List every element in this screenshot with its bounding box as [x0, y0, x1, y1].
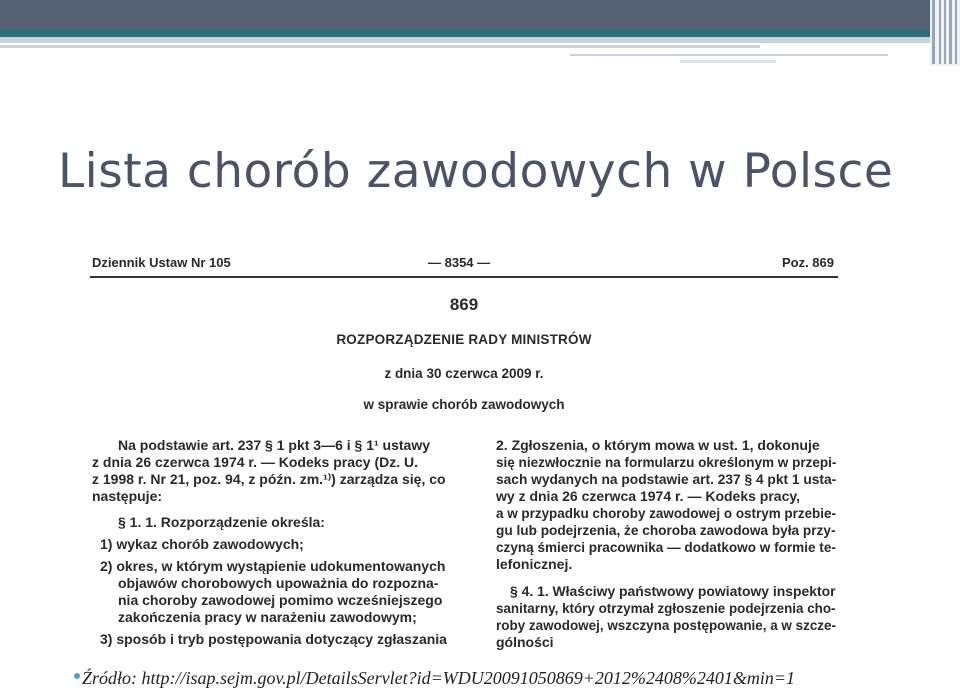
document-scan [90, 250, 838, 650]
right-line: lefonicznej. [496, 556, 573, 572]
left-line: objawów chorobowych upoważnia do rozpozna- [118, 575, 439, 591]
document-date: z dnia 30 czerwca 2009 r. [384, 366, 544, 381]
document-number: 869 [449, 295, 479, 314]
document-subject: w sprawie chorób zawodowych [363, 397, 565, 412]
right-line: się niezwłocznie na formularzu określonym w przepi- [496, 454, 837, 470]
slide-title: Lista chorób zawodowych w Polsce [58, 144, 894, 199]
left-line: Na podstawie art. 237 § 1 pkt 3—6 i § 1¹ ustawy [118, 437, 431, 453]
right-line: czyną śmierci pracownika — dodatkowo w formie te- [496, 539, 836, 555]
top-decorative-bars [0, 0, 960, 70]
right-line: 2. Zgłoszenia, o którym mowa w ust. 1, dokonuje [496, 437, 820, 453]
header-rule [90, 276, 838, 278]
left-line: 2) okres, w którym wystąpienie udokumentowanych [100, 558, 446, 574]
bullet-icon [74, 673, 80, 679]
left-line: 1) wykaz chorób zawodowych; [100, 536, 304, 552]
left-line: § 1. 1. Rozporządzenie określa: [118, 514, 325, 530]
right-line: a w przypadku choroby zawodowej o ostrym przebie- [496, 505, 836, 521]
header-page: — 8354 — [428, 255, 491, 270]
right-line: § 4. 1. Właściwy państwowy powiatowy inspektor [510, 583, 836, 599]
right-line: sanitarny, który otrzymał zgłoszenie podejrzenia cho- [496, 600, 836, 616]
source-bullet [82, 668, 942, 689]
left-line: z dnia 26 czerwca 1974 r. — Kodeks pracy (Dz. U. [92, 454, 419, 470]
left-line: nia choroby zawodowej pomimo wcześniejszego [118, 592, 443, 608]
left-line: 3) sposób i tryb postępowania dotyczący zgłaszania [100, 631, 447, 647]
right-line: roby zawodowej, wszczyna postępowanie, a w szcze- [496, 617, 836, 633]
right-line: gólności [496, 634, 554, 650]
header-position: Poz. 869 [781, 255, 834, 270]
right-line: gu lub podejrzenia, że choroba zawodowa była przy- [496, 522, 836, 538]
source-text: Źródło: http://isap.sejm.gov.pl/DetailsServlet?id=WDU20091050869+2012%2408%2401&min=1 [82, 668, 796, 688]
left-line: z 1998 r. Nr 21, poz. 94, z późn. zm.¹⁾) zarządza się, co [92, 471, 446, 487]
header-journal: Dziennik Ustaw Nr 105 [92, 255, 231, 270]
right-line: wy z dnia 26 czerwca 1974 r. — Kodeks pracy, [496, 488, 801, 504]
right-line: sach wydanych na podstawie art. 237 § 4 pkt 1 usta- [496, 471, 837, 487]
left-line: następuje: [92, 488, 163, 504]
document-title: ROZPORZĄDZENIE RADY MINISTRÓW [336, 332, 592, 347]
left-line: zakończenia pracy w narażeniu zawodowym; [118, 609, 417, 625]
